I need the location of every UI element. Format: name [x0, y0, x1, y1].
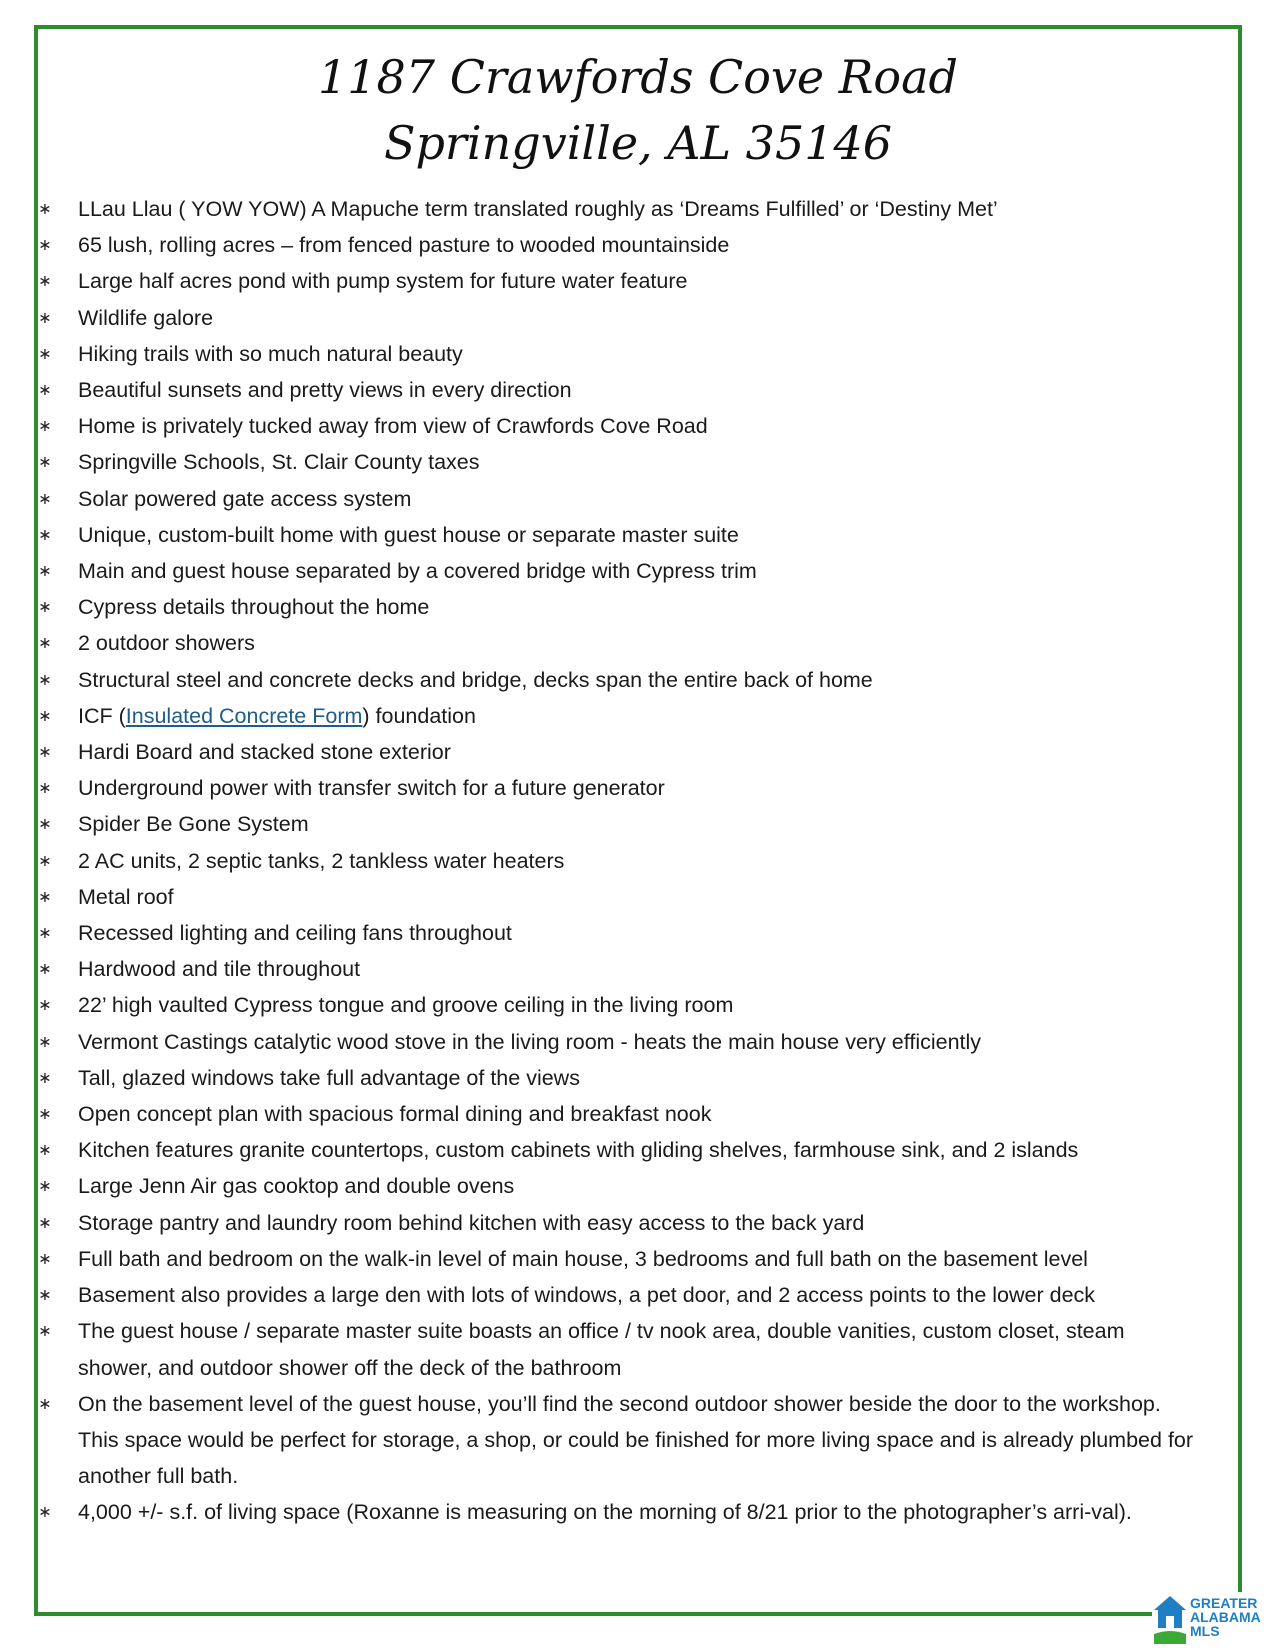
logo-text: [1190, 1596, 1261, 1638]
bullet-icon: ∗: [38, 961, 52, 979]
bullet-icon: ∗: [38, 635, 52, 653]
bullet-icon: ∗: [38, 454, 52, 472]
feature-text: Open concept plan with spacious formal dining and breakfast nook: [78, 1102, 712, 1127]
feature-text: Solar powered gate access system: [78, 486, 412, 511]
feature-item: [38, 1241, 1198, 1277]
bullet-icon: ∗: [38, 1250, 52, 1268]
feature-text: Recessed lighting and ceiling fans throughout: [78, 921, 512, 946]
feature-text: Cypress details throughout the home: [78, 595, 430, 620]
bullet-icon: ∗: [38, 1287, 52, 1305]
bullet-icon: ∗: [38, 1178, 52, 1196]
bullet-icon: ∗: [38, 925, 52, 943]
feature-text: Structural steel and concrete decks and bridge, decks span the entire back of home: [78, 667, 873, 692]
bullet-icon: ∗: [38, 1323, 52, 1341]
bullet-icon: ∗: [38, 997, 52, 1015]
bullet-icon: ∗: [38, 273, 52, 291]
feature-item: [38, 1313, 1198, 1385]
icf-prefix: ICF (: [78, 703, 126, 728]
feature-item: [38, 1386, 1198, 1495]
bullet-icon: ∗: [38, 382, 52, 400]
feature-text: 2 AC units, 2 septic tanks, 2 tankless water heaters: [78, 848, 565, 873]
house-logo-icon: [1152, 1594, 1188, 1646]
bullet-icon: ∗: [38, 1069, 52, 1087]
bullet-icon: ∗: [38, 816, 52, 834]
bullet-icon: ∗: [38, 671, 52, 689]
feature-item: [38, 589, 1198, 625]
bullet-icon: ∗: [38, 309, 52, 327]
bullet-icon: ∗: [38, 888, 52, 906]
bullet-icon: ∗: [38, 1142, 52, 1160]
feature-text: Home is privately tucked away from view of Crawfords Cove Road: [78, 414, 708, 439]
feature-item: [38, 408, 1198, 444]
feature-item: [38, 1168, 1198, 1204]
feature-item-icf: [38, 698, 1198, 734]
logo-text-alabama: ALABAMA: [1190, 1609, 1261, 1625]
feature-text: Large half acres pond with pump system for future water feature: [78, 269, 688, 294]
bullet-icon: ∗: [38, 526, 52, 544]
feature-item: [38, 770, 1198, 806]
feature-item: [38, 263, 1198, 299]
icf-suffix: ) foundation: [362, 703, 476, 728]
feature-item: [38, 1205, 1198, 1241]
feature-text: LLau Llau ( YOW YOW) A Mapuche term translated roughly as ‘Dreams Fulfilled’ or ‘Destiny Met’: [78, 197, 998, 221]
feature-text: Springville Schools, St. Clair County taxes: [78, 450, 480, 475]
bullet-icon: ∗: [38, 1504, 52, 1522]
feature-text: Spider Be Gone System: [78, 812, 309, 837]
feature-text: Metal roof: [78, 884, 174, 909]
feature-item: [38, 336, 1198, 372]
logo-text-mls: MLS: [1190, 1623, 1220, 1639]
feature-item: [38, 734, 1198, 770]
feature-item: [38, 1132, 1198, 1168]
feature-text: Full bath and bedroom on the walk-in level of main house, 3 bedrooms and full bath on the basement level: [78, 1246, 1088, 1271]
bullet-icon: ∗: [38, 1214, 52, 1232]
feature-text: The guest house / separate master suite boasts an office / tv nook area, double vanities, custom closet, steam shower, and outdoor shower off the deck of the bathroom: [78, 1319, 1125, 1380]
feature-text: 4,000 +/- s.f. of living space (Roxanne is measuring on the morning of 8/21 prior to the photographer’s arri-val).: [78, 1500, 1132, 1525]
bullet-icon: ∗: [38, 744, 52, 762]
bullet-icon: ∗: [38, 563, 52, 581]
greater-alabama-mls-logo: [1152, 1592, 1270, 1648]
feature-item: [38, 662, 1198, 698]
bullet-icon: ∗: [38, 852, 52, 870]
bullet-icon: ∗: [38, 345, 52, 363]
feature-item: [38, 444, 1198, 480]
bullet-icon: ∗: [38, 201, 52, 218]
feature-item: [38, 372, 1198, 408]
bullet-icon: ∗: [38, 418, 52, 436]
bullet-icon: ∗: [38, 780, 52, 798]
feature-item: [38, 806, 1198, 842]
feature-text: On the basement level of the guest house, you’ll find the second outdoor shower beside the door to the workshop. This space would be perfect for storage, a shop, or could be finished for more living space and is already plumbed for another full bath.: [78, 1391, 1194, 1489]
feature-item: [38, 300, 1198, 336]
feature-item: [38, 879, 1198, 915]
feature-text: Large Jenn Air gas cooktop and double ovens: [78, 1174, 515, 1199]
bullet-icon: ∗: [38, 1395, 52, 1413]
feature-item: [38, 517, 1198, 553]
feature-item: [38, 1277, 1198, 1313]
bullet-icon: ∗: [38, 707, 52, 725]
title-address: 1187 Crawfords Cove Road: [318, 50, 958, 104]
feature-item: [38, 1024, 1198, 1060]
feature-item: [38, 1096, 1198, 1132]
feature-text: 65 lush, rolling acres – from fenced pasture to wooded mountainside: [78, 233, 730, 258]
feature-item: [38, 1060, 1198, 1096]
feature-text: Unique, custom-built home with guest house or separate master suite: [78, 522, 739, 547]
feature-text: Wildlife galore: [78, 305, 214, 330]
logo-text-greater: GREATER: [1190, 1595, 1258, 1611]
feature-text: Hiking trails with so much natural beauty: [78, 341, 463, 366]
feature-text: 2 outdoor showers: [78, 631, 255, 656]
feature-text: Kitchen features granite countertops, custom cabinets with gliding shelves, farmhouse sink, and 2 islands: [78, 1138, 1079, 1163]
feature-item: [38, 987, 1198, 1023]
insulated-concrete-form-link[interactable]: Insulated Concrete Form: [125, 703, 363, 728]
feature-list: [38, 191, 1198, 1531]
bullet-icon: ∗: [38, 237, 52, 255]
feature-text: Storage pantry and laundry room behind kitchen with easy access to the back yard: [78, 1210, 865, 1235]
feature-text: Basement also provides a large den with lots of windows, a pet door, and 2 access points to the lower deck: [78, 1283, 1096, 1308]
listing-title: [34, 44, 1242, 176]
feature-text: Hardwood and tile throughout: [78, 957, 361, 982]
feature-item: [38, 625, 1198, 661]
feature-item: [38, 915, 1198, 951]
feature-text: Main and guest house separated by a covered bridge with Cypress trim: [78, 559, 757, 584]
feature-text: Hardi Board and stacked stone exterior: [78, 740, 451, 765]
feature-item: [38, 843, 1198, 879]
feature-text: Underground power with transfer switch for a future generator: [78, 776, 665, 801]
bullet-icon: ∗: [38, 599, 52, 617]
feature-text: 22’ high vaulted Cypress tongue and groove ceiling in the living room: [78, 993, 734, 1018]
bullet-icon: ∗: [38, 1106, 52, 1124]
feature-text: Beautiful sunsets and pretty views in every direction: [78, 378, 572, 403]
title-city-state: Springville, AL 35146: [383, 116, 893, 170]
feature-item: [38, 227, 1198, 263]
bullet-icon: ∗: [38, 490, 52, 508]
feature-item: [38, 191, 1198, 227]
feature-item: [38, 1494, 1198, 1530]
feature-text: Tall, glazed windows take full advantage of the views: [78, 1065, 580, 1090]
bullet-icon: ∗: [38, 1033, 52, 1051]
feature-text: Vermont Castings catalytic wood stove in the living room - heats the main house very efficiently: [78, 1029, 982, 1054]
feature-item: [38, 481, 1198, 517]
feature-item: [38, 951, 1198, 987]
feature-item: [38, 553, 1198, 589]
